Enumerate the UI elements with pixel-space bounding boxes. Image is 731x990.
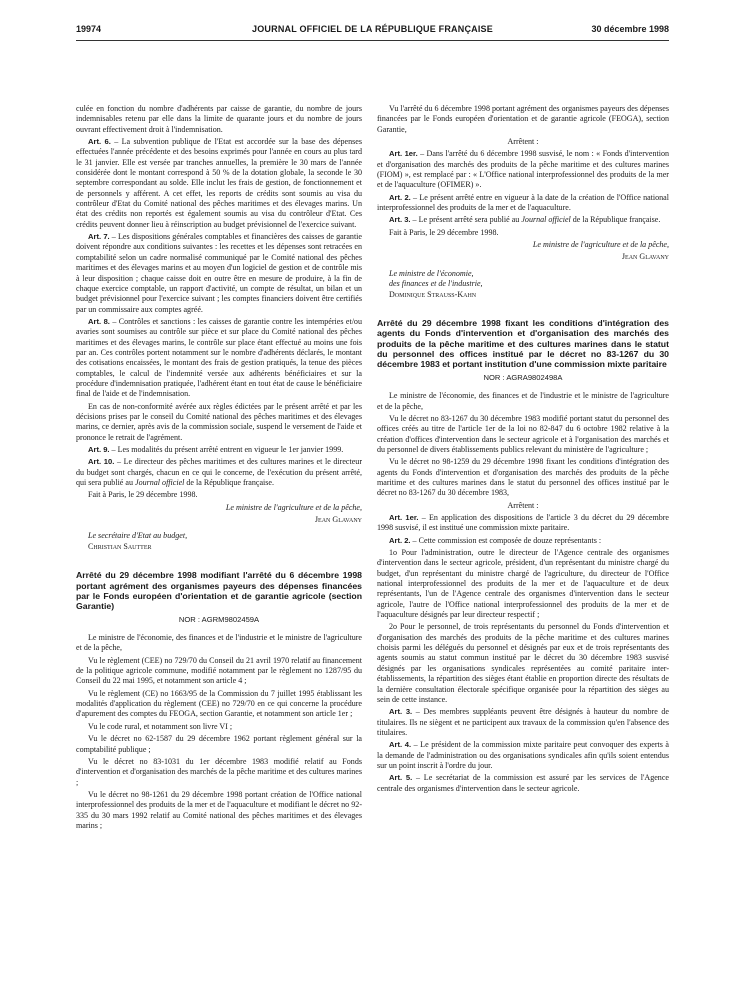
article-10 (76, 457, 362, 488)
left-column (76, 104, 362, 833)
article-label: Art. 4. (389, 740, 412, 750)
article-1 (377, 149, 669, 190)
signatory-name: Jean Glavany (314, 515, 362, 525)
header-rule (76, 40, 669, 41)
article-3 (377, 215, 669, 225)
arretent-heading: Arrêtent : (507, 137, 539, 147)
signatory-title: Le ministre de l'agriculture et de la pêche, (532, 240, 669, 250)
journal-officiel-ref: Journal officiel (521, 215, 571, 225)
paragraph: Vu le décret no 83-1267 du 30 décembre 1983 modifié portant statut du personnel des offices créés au titre de l'article 1er de la loi no 82-847 du 6 octobre 1982 relative à la création d'offices d'intervention dans le secteur agricole et à l'organisation des marchés et du personnel de divers établissements publics relevant du ministère de l'agriculture ; (377, 413, 669, 454)
paragraph: Vu l'arrêté du 6 décembre 1998 portant agrément des organismes payeurs des dépenses financées par le Fonds européen d'orientation et de garantie agricole (FEOGA), section Garantie, (377, 104, 669, 134)
decree-title: Arrêté du 29 décembre 1998 fixant les conditions d'intégration des agents du Fonds d'intervention et d'organisation des marchés des produits de la pêche maritime et des cultures marines dans le statut du personnel des offices institué par le décret no 83-1267 du 30 décembre 1983 et portant institution d'une commission mixte paritaire (377, 317, 669, 370)
paragraph: En cas de non-conformité avérée aux règles édictées par le présent arrêté et par les décisions prises par le conseil du Comité national des pêches maritimes et des élevages marins, ce dernier, après avis de la commission sociale, suspend le versement de l'aide et prononce le retrait de l'agrément. (76, 401, 362, 442)
article-1 (377, 513, 669, 534)
article-6 (76, 137, 362, 230)
paragraph: 1o Pour l'administration, outre le directeur de l'Agence centrale des organismes d'intervention dans le secteur agricole, président, d'un représentant du ministre chargé du budget, d'un représentant du ministre chargé de l'agriculture, du directeur de l'Office national interprofessionnel des produits de la mer et de l'aquaculture et de deux représentants, l'un de l'Agence centrale des organismes d'intervention dans le secteur agricole, l'autre de l'Office national interprofessionnel des produits de la mer et de l'aquaculture désignés par leur directeur respectif ; (377, 548, 669, 620)
article-label: Art. 10. (88, 457, 115, 467)
article-3 (377, 707, 669, 738)
article-8 (76, 317, 362, 400)
article-text: – Le présent arrêté entre en vigueur à la date de la création de l'Office national interprofessionnel des produits de la mer et de l'aquaculture. (377, 192, 669, 213)
article-4 (377, 740, 669, 771)
article-label: Art. 2. (389, 535, 411, 545)
article-label: Art. 8. (88, 316, 110, 326)
right-column (377, 104, 669, 796)
signature-place-date: Fait à Paris, le 29 décembre 1998. (88, 490, 198, 500)
article-label: Art. 3. (389, 215, 411, 225)
journal-title: JOURNAL OFFICIEL DE LA RÉPUBLIQUE FRANÇAISE (252, 24, 493, 34)
page-header (76, 24, 669, 38)
paragraph: 2o Pour le personnel, de trois représentants du personnel du Fonds d'intervention et d'organisation des marchés des produits de la pêche maritime et des cultures marines choisis parmi les délégués du personnel et désignés par eux et de trois représentants des agents soumis au statut commun institué par le décret du 30 décembre 1983 susvisé désignés par les organisations syndicales représentées au comité paritaire inter-établissements, la répartition des sièges étant établie en proportion directe des résultats de la dernière consultation électorale spécifique organisée pour la répartition des sièges au sein de cette instance. (377, 622, 669, 704)
article-text: – Le directeur des pêches maritimes et des cultures marines et le directeur du budget sont chargés, chacun en ce qui le concerne, de l'exécution du présent arrêté, qui sera publié au (76, 457, 362, 488)
article-2 (377, 193, 669, 214)
signatory-name: Christian Sautter (88, 541, 152, 551)
article-text: – Des membres suppléants peuvent être désignés à hauteur du nombre de titulaires. Ils ne siègent et ne participent aux travaux de la commission qu'en l'absence des titulaires. (377, 707, 669, 737)
article-text: – En application des dispositions de l'article 3 du décret du 29 décembre 1998 susvisé, il est institué une commission mixte paritaire. (377, 513, 669, 533)
article-label: Art. 5. (389, 773, 413, 783)
article-text: de la République française. (184, 478, 274, 488)
article-2 (377, 536, 669, 546)
article-text: – Cette commission est composée de douze représentants : (410, 535, 602, 545)
article-text: – Le présent arrêté sera publié au (410, 215, 522, 225)
signatory-title: Le secrétaire d'Etat au budget, (88, 531, 188, 541)
article-text: – La subvention publique de l'Etat est accordée sur la base des dépenses effectuées l'année précédente et des besoins exprimés pour l'année en cours au plus tard le 31 janvier. Elle est versée par tranches annuelles, la première le 30 mars de l'année considérée dont le montant correspond à 50 % de la dotation globale, la seconde le 30 septembre correspondant au solde. Elle inclut les frais de gestion, de fonctionnement et de personnels y afférent. A cet effet, les reports de crédits sont soumis au visa du contrôleur d'Etat du Comité national des pêches maritimes et des élevages marins. Un état des crédits non reportés est également soumis au visa du contrôleur d'Etat. Ces crédits peuvent donner lieu à réinscription au budget prévisionnel de l'exercice suivant. (76, 137, 362, 229)
article-text: – Les modalités du présent arrêté entrent en vigueur le 1er janvier 1999. (109, 445, 344, 454)
paragraph: culée en fonction du nombre d'adhérents par caisse de garantie, du nombre de jours indemnisables retenu par elle dans la limite de quarante jours et du nombre de jours ouvrant effectivement droit à l'indemnisation. (76, 104, 362, 134)
article-text: – Les dispositions générales comptables et financières des caisses de garantie doivent répondre aux conditions suivantes : les recettes et les dépenses sont retracées en comptabilité selon un cadre normalisé communiqué par le Comité national des pêches maritimes et des élevages marins et au moyen d'un logiciel de gestion et de contrôle mis à leur disposition ; chaque caisse doit en outre être en mesure de produire, à la fin de chaque exercice comptable, un rapport d'activité, un compte de résultat, un bilan et un budget prévisionnel pour l'exercice suivant ; les comptes financiers doivent être certifiés par un commissaire aux comptes agréé. (76, 232, 362, 314)
page-number: 19974 (76, 24, 102, 34)
article-label: Art. 1er. (389, 149, 418, 159)
article-label: Art. 3. (389, 707, 413, 717)
nor-reference: NOR : AGRM9802459A (178, 614, 260, 624)
paragraph: Vu le règlement (CE) no 1663/95 de la Commission du 7 juillet 1995 établissant les modalités d'application du règlement (CEE) no 729/70 en ce qui concerne la procédure d'apurement des comptes du FEOGA, section Garantie, et notamment son article 1er ; (76, 688, 362, 719)
article-label: Art. 9. (88, 445, 110, 454)
article-5 (377, 773, 669, 794)
article-label: Art. 2. (389, 192, 411, 202)
paragraph: Vu le décret no 98-1259 du 29 décembre 1998 fixant les conditions d'intégration des agents du Fonds d'intervention et d'organisation des marchés des produits de la pêche maritime et des cultures marines dans le statut du personnel des offices institué par le décret no 83-1267 du 30 décembre 1983, (377, 457, 669, 498)
article-9 (76, 445, 362, 455)
decree-title: Arrêté du 29 décembre 1998 modifiant l'arrêté du 6 décembre 1998 portant agrément des organismes payeurs des dépenses financées par le Fonds européen d'orientation et de garantie agricole (section Garantie) (76, 570, 362, 612)
article-text: – Le président de la commission mixte paritaire peut convoquer des experts à la demande de l'administration ou des organisations syndicales afin qu'ils soient entendus sur un point inscrit à l'ordre du jour. (377, 740, 669, 770)
journal-officiel-ref: Journal officiel (135, 478, 185, 488)
paragraph: Vu le décret no 62-1587 du 29 décembre 1962 portant règlement général sur la comptabilité publique ; (76, 734, 362, 754)
article-text: de la République française. (570, 215, 661, 225)
paragraph: Vu le code rural, et notamment son livre VI ; (88, 721, 233, 731)
paragraph: Le ministre de l'économie, des finances et de l'industrie et le ministre de l'agriculture et de la pêche, (76, 633, 362, 653)
signatory-title: Le ministre de l'agriculture et de la pêche, (225, 502, 362, 512)
arretent-heading: Arrêtent : (507, 500, 539, 510)
paragraph: Vu le décret no 98-1261 du 29 décembre 1998 portant création de l'Office national interprofessionnel des produits de la mer et de l'aquaculture et modifiant le décret no 92-335 du 30 mars 1992 relatif au Comité national des pêches maritimes et des élevages marins ; (76, 789, 362, 830)
signature-place-date: Fait à Paris, le 29 décembre 1998. (389, 227, 499, 237)
issue-date: 30 décembre 1998 (591, 24, 669, 34)
signatory-title: Le ministre de l'économie, (389, 268, 474, 278)
article-label: Art. 1er. (389, 513, 419, 522)
signatory-name: Jean Glavany (621, 252, 669, 262)
article-text: – Contrôles et sanctions : les caisses de garantie contre les intempéries et/ou avaries sont soumises au contrôle sur pièce et sur place du Comité national des pêches maritimes et des élevages marins, le contrôle sur place étant effectué au moins une fois par an. Ces contrôles portent notamment sur le nombre d'adhérents déclarés, le montant des cotisations encaissées, le montant des frais de gestion pratiqués, la tenue des pièces comptables, le calcul de l'indemnité versée aux adhérents bénéficiaires et sur la procédure d'indemnisation pratiquée, l'adhérent étant en tout état de cause le bénéficiaire final de l'aide et de l'indemnisation. (76, 316, 362, 399)
paragraph: Vu le décret no 83-1031 du 1er décembre 1983 modifié relatif au Fonds d'intervention et d'organisation des marchés de la pêche maritime et des cultures marines ; (76, 756, 362, 787)
article-label: Art. 7. (88, 232, 110, 242)
article-text: – Dans l'arrêté du 6 décembre 1998 susvisé, le nom : « Fonds d'intervention et d'organisation des marchés des produits de la pêche maritime et des cultures marines (FIOM) », est remplacé par : « L'Office national interprofessionnel des produits de la mer et de l'aquaculture (OFIMER) ». (377, 149, 670, 190)
signatory-title: des finances et de l'industrie, (389, 279, 483, 289)
paragraph: Le ministre de l'économie, des finances et de l'industrie et le ministre de l'agriculture et de la pêche, (377, 391, 669, 411)
signatory-name: Dominique Strauss-Kahn (389, 289, 477, 299)
article-text: – Le secrétariat de la commission est assuré par les services de l'Agence centrale des organismes d'intervention dans le secteur agricole. (377, 773, 669, 793)
paragraph: Vu le règlement (CEE) no 729/70 du Conseil du 21 avril 1970 relatif au financement de la politique agricole commune, modifié notamment par le règlement no 1287/95 du Conseil du 22 mai 1995, et notamment son article 4 ; (76, 655, 362, 686)
article-label: Art. 6. (88, 137, 111, 147)
nor-reference: NOR : AGRA9802498A (483, 372, 563, 382)
article-7 (76, 232, 362, 315)
